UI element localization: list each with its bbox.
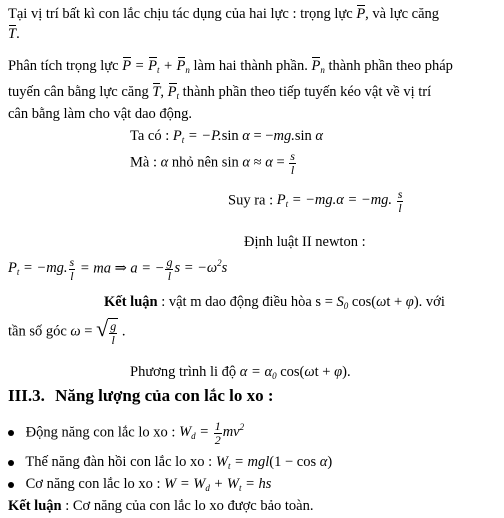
vector-t: T: [8, 26, 17, 42]
para1-text: Tại vị trí bất kì con lắc chịu tác dụng của hai lực : trọng lực: [8, 6, 353, 22]
bullet-icon: [8, 460, 14, 466]
bullet-mechanical-energy: Cơ năng con lắc lo xo : $W = W_d + W_t$ = hs: [8, 476, 271, 493]
equation-suyra: Suy ra : $P_t = -mg.\alpha = -mg$. $\frac{s}{l}$: [228, 187, 403, 215]
bullet-icon: [8, 430, 14, 436]
para1-mid: , và lực căng: [365, 6, 440, 22]
section-heading: [8, 386, 274, 406]
section-number: III.3.: [8, 386, 45, 405]
equation-newton: $P_t = -mg$. $\frac{s}{l}$ = ma ⇒ a = − $\frac{g}{l}$ $s = -\omega^2s$: [8, 255, 228, 283]
equation-ma: Mà : α nhỏ nên sin α ≈ α = $\frac{s}{l}$: [130, 149, 295, 177]
vector-p: P: [356, 6, 366, 22]
para2-line1: Phân tích trọng lực $P = P_t + P_n$ làm hai thành phần. $P_n$ thành phần theo pháp: [8, 58, 453, 75]
conclusion-label: Kết luận: [8, 498, 62, 514]
conclusion-1-line1: Kết luận : vật m dao động điều hòa $s = S_0$ cos(ωt + φ). với: [104, 294, 445, 311]
displacement-equation: Phương trình li độ $\alpha = \alpha_0$ cos(ωt + φ).: [130, 364, 351, 381]
conclusion-1-line2: tần số góc ω = √ $\frac{g}{l}$ .: [8, 316, 126, 347]
para1-line2: T.: [8, 26, 20, 42]
conclusion-2: Kết luận : Cơ năng của con lắc lo xo được bảo toàn.: [8, 498, 314, 514]
newton-law-label: Định luật II newton :: [244, 234, 366, 250]
equation-p-sum: $P = P_t + P_n$: [122, 58, 190, 75]
para1-line1: [8, 6, 439, 23]
bullet-kinetic-energy: Động năng con lắc lo xo : $W_d$ = $\frac{1}{2}$ $mv^2$: [8, 420, 244, 446]
bullet-icon: [8, 482, 14, 488]
conclusion-label: Kết luận: [104, 294, 158, 310]
equation-taco: Ta có : $P_t = -P.\sin$ α = −mg.sin α: [130, 128, 323, 145]
bullet-potential-energy: Thế năng đàn hồi con lắc lo xo : $W_t = mgl(1 - \cos \alpha)$: [8, 454, 332, 471]
para2-line3: cân bằng làm cho vật dao động.: [8, 106, 193, 122]
para2-line2: tuyến cân bằng lực căng T, $P_t$ thành phần theo tiếp tuyến kéo vật về vị trí: [8, 84, 432, 101]
section-title: Năng lượng của con lắc lo xo :: [55, 386, 274, 405]
sqrt-g-over-l: √ $\frac{g}{l}$: [96, 316, 117, 347]
